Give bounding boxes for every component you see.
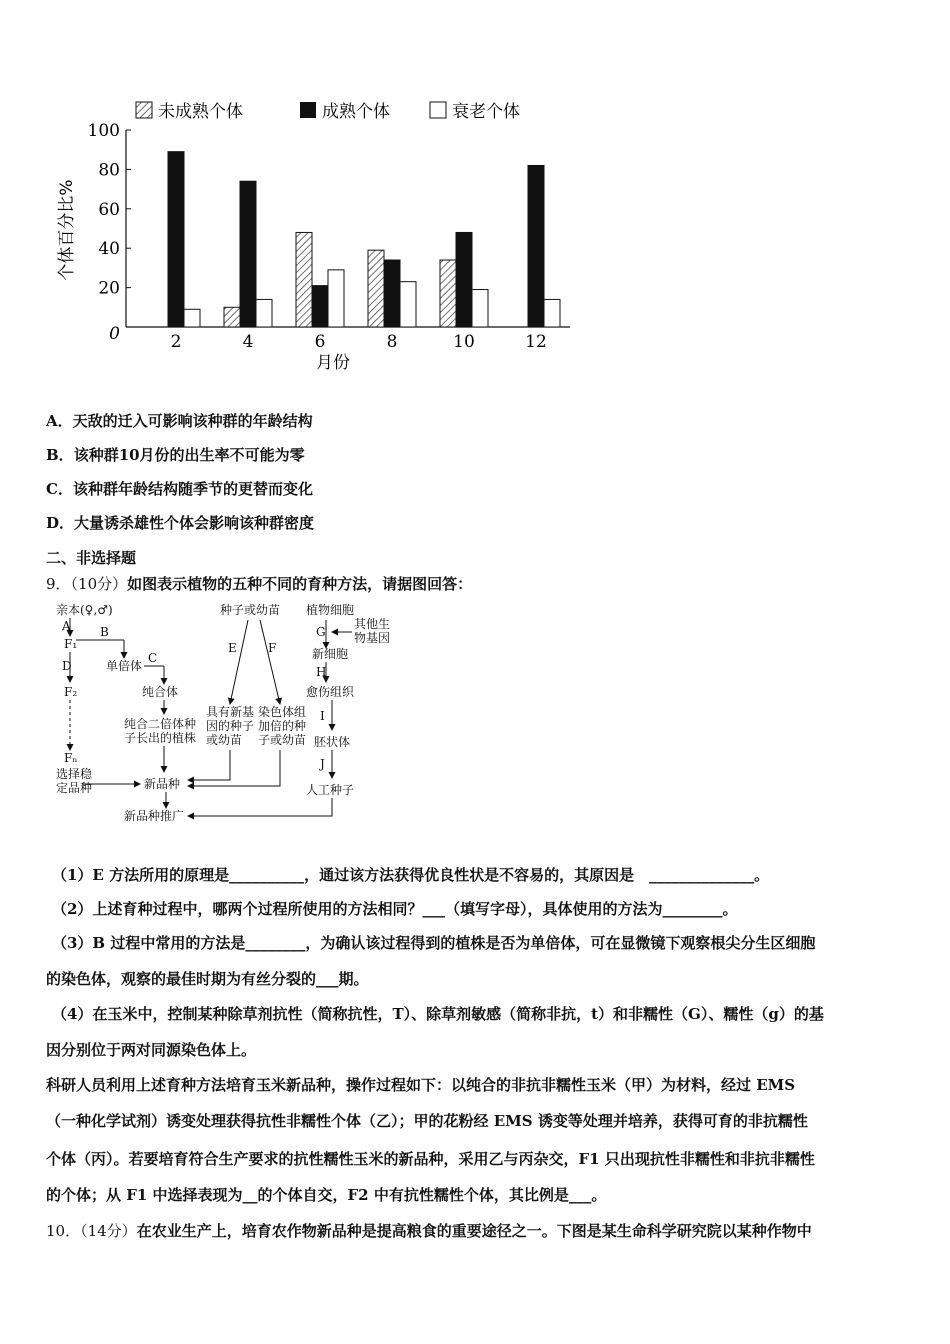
- bar-mature: [528, 165, 544, 327]
- y-tick-label: 0: [109, 324, 120, 344]
- bar-old: [328, 270, 344, 327]
- legend-swatch-mature: [300, 102, 316, 118]
- flow-polyploid-line2: 加倍的种: [258, 719, 307, 733]
- bar-mature: [312, 286, 328, 327]
- bar-mature: [240, 181, 256, 327]
- q9-part3-line1: （3）B 过程中常用的方法是________，为确认该过程得到的植株是否为单倍体，可在显微镜下观察根尖分生区细胞: [52, 934, 816, 952]
- breeding-methods-diagram: [52, 600, 391, 830]
- bar-old: [472, 290, 488, 327]
- x-tick-label: 6: [314, 332, 326, 352]
- flow-callus: 愈伤组织: [306, 685, 355, 699]
- y-tick-label: 80: [98, 160, 120, 181]
- flow-doubled-line1: 纯合二倍体种: [124, 717, 197, 731]
- bar-mature: [384, 260, 400, 327]
- flow-fn: Fₙ: [64, 751, 78, 765]
- x-tick-label: 12: [525, 332, 547, 352]
- flow-mutant-line3: 或幼苗: [206, 733, 243, 747]
- y-tick-label: 60: [98, 199, 120, 220]
- flow-pure: 纯合体: [142, 685, 179, 699]
- q9-part4-line1: （4）在玉米中，控制某种除草剂抗性（简称抗性，T）、除草剂敏感（简称非抗，t）和非糯性（G）、糯性（g）的基: [52, 1005, 824, 1023]
- flow-other-gene-line2: 物基因: [354, 631, 391, 645]
- q9-part5-line2: （一种化学试剂）诱变处理获得抗性非糯性个体（乙）；甲的花粉经 EMS 诱变等处理并培养，获得可育的非抗糯性: [46, 1112, 808, 1130]
- question-10-header: 10．（14分）在农业生产上，培育农作物新品种是提高粮食的重要途径之一。下图是某生命科学研究院以某种作物中: [46, 1222, 812, 1240]
- question-9-header: 9．（10分）如图表示植物的五种不同的育种方法，请据图回答：: [46, 575, 473, 593]
- age-structure-bar-chart: [40, 90, 600, 390]
- flow-f2: F₂: [64, 685, 78, 699]
- flow-label-c: C: [148, 651, 158, 665]
- option-a: A．天敌的迁入可影响该种群的年龄结构: [46, 412, 313, 430]
- flow-parent: 亲本(♀,♂): [56, 603, 113, 617]
- q9-part5-line3: 个体（丙）。若要培育符合生产要求的抗性糯性玉米的新品种，采用乙与丙杂交，F1 只出现抗性非糯性和非抗非糯性: [46, 1150, 815, 1168]
- x-axis-title: 月份: [316, 353, 350, 373]
- bar-old: [256, 299, 272, 327]
- bar-old: [184, 309, 200, 327]
- bar-immature: [296, 232, 312, 327]
- x-tick-label: 10: [453, 332, 475, 352]
- flow-other-gene-line1: 其他生: [354, 617, 391, 631]
- q9-part3-line2: 的染色体，观察的最佳时期为有丝分裂的___期。: [46, 970, 369, 988]
- flow-artificial-seed: 人工种子: [306, 783, 355, 797]
- legend-label-mature: 成熟个体: [322, 102, 390, 122]
- flow-mutant-line2: 因的种子: [206, 719, 255, 733]
- option-b: B．该种群10月份的出生率不可能为零: [46, 446, 305, 464]
- x-tick-label: 8: [386, 332, 398, 352]
- flow-haploid: 单倍体: [106, 659, 143, 673]
- q9-part2: （2）上述育种过程中，哪两个过程所使用的方法相同？___（填写字母），具体使用的方法为________。: [52, 900, 738, 918]
- flow-label-d: D: [62, 659, 72, 673]
- q9-part5-line1: 科研人员利用上述育种方法培育玉米新品种，操作过程如下：以纯合的非抗非糯性玉米（甲）为材料，经过 EMS: [46, 1076, 796, 1094]
- section-title: 二、非选择题: [46, 549, 137, 567]
- flow-select-line2: 定品种: [56, 781, 93, 795]
- y-tick-label: 20: [98, 278, 120, 299]
- legend-swatch-old: [430, 102, 446, 118]
- legend-swatch-immature: [136, 102, 152, 118]
- bar-immature: [440, 260, 456, 327]
- q9-part4-line2: 因分别位于两对同源染色体上。: [46, 1041, 257, 1059]
- flow-label-b: B: [100, 625, 109, 639]
- option-c: C．该种群年龄结构随季节的更替而变化: [46, 480, 313, 498]
- flow-polyploid-line1: 染色体组: [258, 705, 307, 719]
- flow-label-i: I: [320, 709, 325, 723]
- flow-polyploid-line3: 子或幼苗: [258, 733, 307, 747]
- bar-mature: [168, 152, 184, 327]
- flow-plant-cell: 植物细胞: [306, 603, 355, 617]
- flow-label-j: J: [320, 757, 325, 771]
- legend-label-old: 衰老个体: [452, 102, 520, 122]
- flow-new-variety: 新品种: [144, 777, 181, 791]
- q9-part5-line4: 的个体；从 F1 中选择表现为__的个体自交，F2 中有抗性糯性个体，其比例是___。: [46, 1186, 607, 1204]
- bar-immature: [368, 250, 384, 327]
- flow-embryoid: 胚状体: [314, 735, 351, 749]
- q9-part1: （1）E 方法所用的原理是__________，通过该方法获得优良性状是不容易的，其原因是 ______________。: [52, 866, 770, 884]
- flow-doubled-line2: 子长出的植株: [124, 731, 197, 745]
- option-d: D．大量诱杀雄性个体会影响该种群密度: [46, 514, 315, 532]
- flow-select-line1: 选择稳: [56, 767, 93, 781]
- flow-promotion: 新品种推广: [124, 809, 185, 823]
- y-tick-label: 40: [98, 239, 120, 260]
- flow-f1: F₁: [64, 637, 78, 651]
- flow-mutant-line1: 具有新基: [206, 705, 255, 719]
- flow-label-a: A: [62, 619, 71, 633]
- flow-label-e: E: [228, 641, 237, 655]
- legend-label-immature: 未成熟个体: [158, 102, 243, 122]
- bar-old: [400, 282, 416, 327]
- bar-immature: [224, 307, 240, 327]
- bar-old: [544, 299, 560, 327]
- x-tick-label: 2: [170, 332, 182, 352]
- y-tick-label: 100: [87, 121, 120, 141]
- flow-seed-seedling: 种子或幼苗: [220, 603, 281, 617]
- y-axis-title: 个体百分比%: [57, 179, 77, 281]
- flow-label-f: F: [268, 641, 277, 655]
- flow-label-g: G: [316, 625, 326, 639]
- x-tick-label: 4: [242, 332, 254, 352]
- flow-label-h: H: [316, 665, 327, 679]
- flow-new-cell: 新细胞: [312, 647, 349, 661]
- bar-mature: [456, 232, 472, 327]
